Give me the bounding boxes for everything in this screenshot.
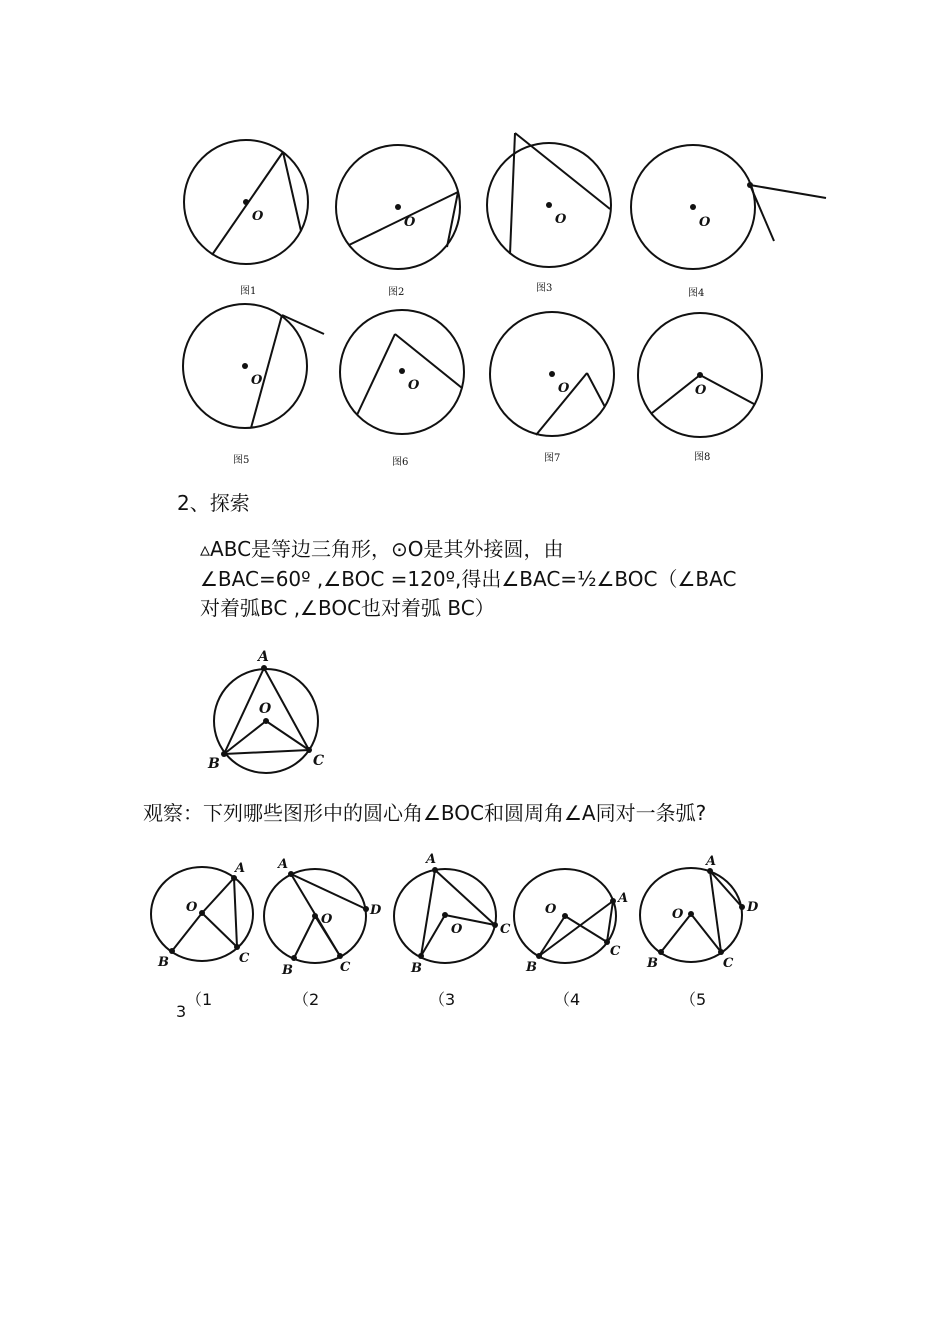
caption-figure-8: 图8: [694, 452, 711, 463]
obs4-label-a: A: [618, 891, 629, 906]
obs5-label-d: D: [747, 900, 759, 915]
explore-line-3: 对着弧BC ,∠BOC也对着弧 BC）: [200, 596, 495, 620]
figure-7-center-label: O: [558, 381, 570, 396]
observe-caption-2: （2: [293, 990, 320, 1009]
obs2-label-o: O: [321, 912, 333, 927]
obs1-label-b: B: [158, 955, 169, 970]
triangle-label-c: C: [313, 753, 325, 769]
triangle-label-b: B: [208, 756, 220, 772]
obs3-label-c: C: [500, 922, 511, 937]
stray-mark: 3: [176, 1002, 187, 1021]
caption-figure-1: 图1: [240, 286, 257, 297]
obs5-label-c: C: [723, 956, 734, 971]
figure-4-center-label: O: [699, 215, 711, 230]
figure-4: [631, 145, 826, 269]
caption-figure-5: 图5: [233, 455, 250, 466]
explore-line-2: ∠BAC=60º ,∠BOC =120º,得出∠BAC=½∠BOC（∠BAC: [200, 567, 737, 591]
obs2-label-a: A: [278, 857, 289, 872]
figure-2-center-label: O: [404, 215, 416, 230]
obs5-label-a: A: [706, 854, 717, 869]
figure-5-center-label: O: [251, 373, 263, 388]
caption-figure-7: 图7: [544, 453, 561, 464]
obs3-label-o: O: [451, 922, 463, 937]
explore-line-1: ▵ABC是等边三角形，⊙O是其外接圆，由: [200, 537, 564, 561]
caption-figure-2: 图2: [388, 287, 405, 298]
obs2-label-c: C: [340, 960, 351, 975]
observe-caption-4: （4: [554, 990, 581, 1009]
section-heading: 2、探索: [177, 491, 250, 515]
figure-3: [487, 133, 611, 267]
obs1-label-o: O: [186, 900, 198, 915]
triangle-circumcircle-figure: [207, 649, 324, 773]
figure-5: [183, 304, 324, 428]
obs2-label-b: B: [282, 963, 293, 978]
obs4-label-c: C: [610, 944, 621, 959]
obs4-label-b: B: [526, 960, 537, 975]
observe-caption-5: （5: [680, 990, 707, 1009]
figure-8-center-label: O: [695, 383, 707, 398]
observe-caption-1: （1: [186, 990, 213, 1009]
obs3-label-b: B: [411, 961, 422, 976]
caption-figure-3: 图3: [536, 283, 553, 294]
caption-figure-4: 图4: [688, 288, 705, 299]
obs4-label-o: O: [545, 902, 557, 917]
obs5-label-b: B: [647, 956, 658, 971]
obs1-label-a: A: [235, 861, 246, 876]
stray-mark-clip: [174, 1002, 194, 1022]
obs1-label-c: C: [239, 951, 250, 966]
obs2-label-d: D: [370, 903, 382, 918]
figure-6-center-label: O: [408, 378, 420, 393]
triangle-label-a: A: [258, 649, 269, 665]
observe-question: 观察：下列哪些图形中的圆心角∠BOC和圆周角∠A同对一条弧?: [143, 801, 707, 825]
triangle-label-o: O: [259, 701, 272, 717]
obs5-label-o: O: [672, 907, 684, 922]
caption-figure-6: 图6: [392, 457, 409, 468]
figure-3-center-label: O: [555, 212, 567, 227]
figure-1-center-label: O: [252, 209, 264, 224]
observe-caption-3: （3: [429, 990, 456, 1009]
obs3-label-a: A: [426, 852, 437, 867]
